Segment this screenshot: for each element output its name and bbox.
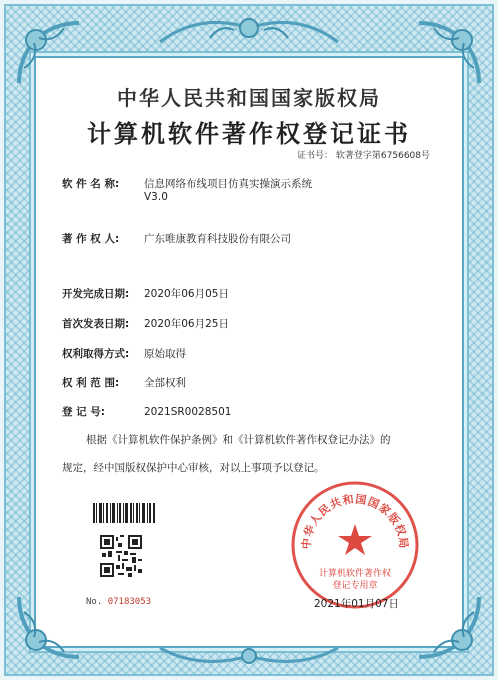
qr-code-icon	[100, 535, 142, 577]
field-acquisition-method	[62, 346, 186, 361]
serial-number	[86, 597, 151, 607]
issue-date: 2021年01月07日	[314, 598, 399, 610]
serial-prefix: No.	[86, 597, 103, 607]
field-publication-date	[62, 316, 229, 331]
statement-line2: 规定，经中国版权保护中心审核，对以上事项予以登记。	[62, 462, 325, 474]
field-registration-number	[62, 404, 231, 419]
field-software-name	[62, 176, 312, 203]
field-value: 全部权利	[144, 377, 186, 389]
field-value: 2020年06月25日	[144, 318, 229, 330]
field-value: 原始取得	[144, 348, 186, 360]
field-value: 2021SR0028501	[144, 406, 232, 418]
field-rights-scope	[62, 375, 186, 390]
field-label: 软 件 名 称:	[62, 178, 120, 190]
seal-arc-text: 中华人民共和国国家版权局	[299, 492, 411, 550]
seal-line1: 计算机软件著作权	[318, 569, 392, 579]
field-value-version: V3.0	[144, 191, 168, 203]
field-label: 权利取得方式:	[62, 348, 130, 360]
field-label: 著 作 权 人:	[62, 233, 120, 245]
seal-line2: 登记专用章	[332, 581, 378, 591]
field-label: 登 记 号:	[62, 406, 106, 418]
official-seal	[288, 478, 422, 612]
field-label: 首次发表日期:	[62, 318, 130, 330]
bottom-ornament-icon	[150, 642, 348, 672]
top-ornament-icon	[150, 8, 348, 50]
field-label: 权 利 范 围:	[62, 377, 120, 389]
serial-value: 07183053	[107, 597, 152, 607]
corner-ornament-icon	[414, 592, 484, 662]
field-value: 2020年06月05日	[144, 288, 229, 300]
corner-ornament-icon	[14, 18, 84, 88]
barcode-icon	[93, 503, 155, 523]
field-completion-date	[62, 286, 229, 301]
certificate-title: 计算机软件著作权登记证书	[87, 119, 411, 148]
issuer-title: 中华人民共和国国家版权局	[117, 86, 381, 110]
field-copyright-owner	[62, 231, 291, 246]
corner-ornament-icon	[414, 18, 484, 88]
seal-star-icon	[338, 524, 372, 555]
corner-ornament-icon	[14, 592, 84, 662]
field-value: 广东唯康教育科技股份有限公司	[144, 233, 291, 245]
field-value: 信息网络布线项目仿真实操演示系统	[144, 178, 312, 190]
statement-line1: 根据《计算机软件保护条例》和《计算机软件著作权登记办法》的	[86, 434, 391, 446]
field-label: 开发完成日期:	[62, 288, 130, 300]
certificate-number: 证书号： 软著登字第6756608号	[297, 151, 430, 161]
